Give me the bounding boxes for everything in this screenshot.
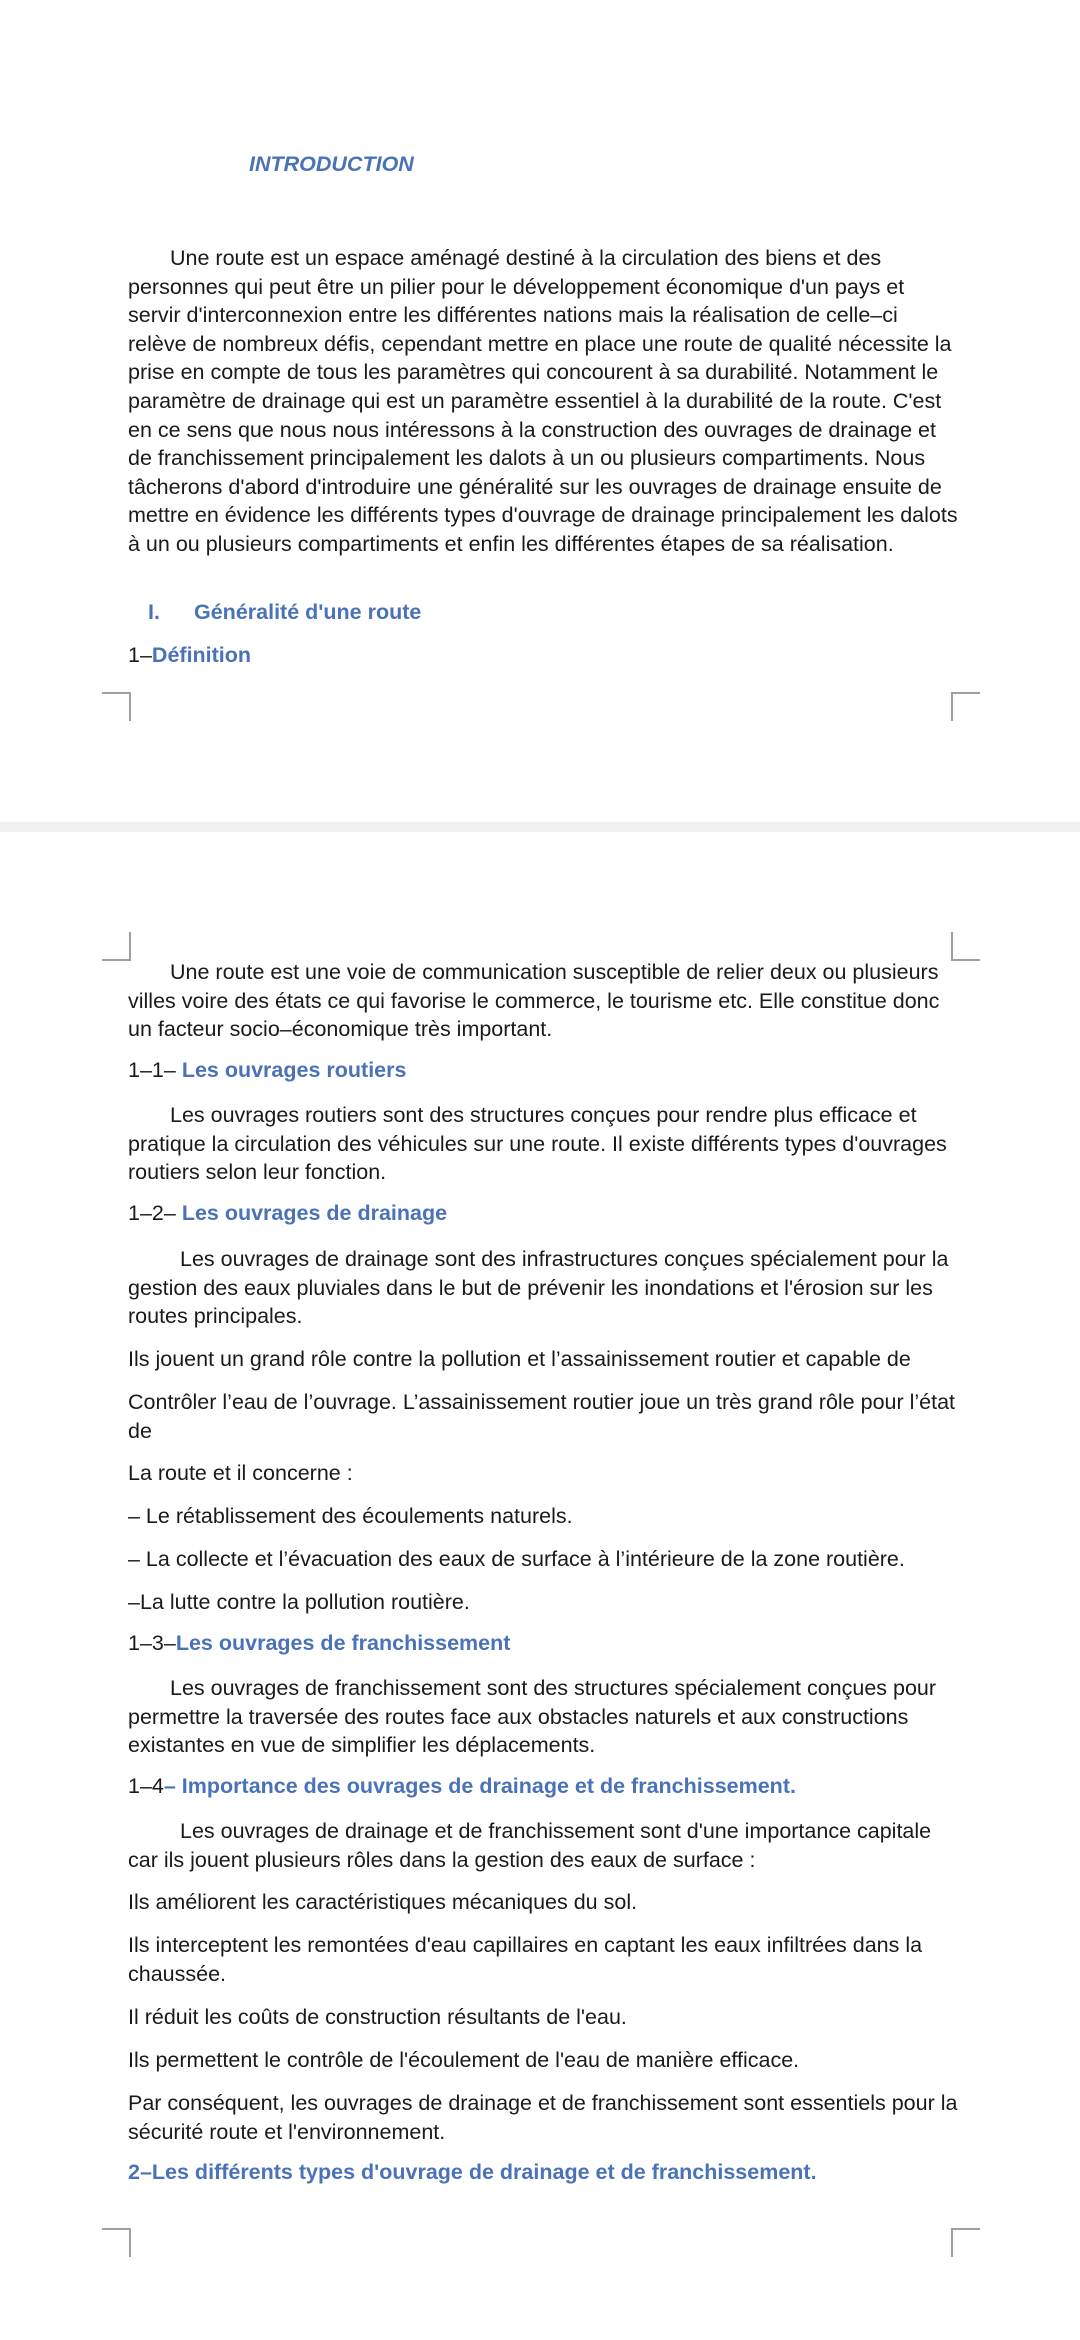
list-item: Ils interceptent les remontées d'eau capillaires en captant les eaux infiltrées dans la chaussée.: [128, 1933, 923, 1986]
margin-corner-mark: [102, 692, 131, 721]
paragraph-1-1: Les ouvrages routiers sont des structures conçues pour rendre plus efficace et pratique la circulation des véhicules sur une route. Il existe différents types d'ouvrages routiers selon leur fonction.: [128, 1103, 947, 1185]
paragraph-1-4: Les ouvrages de drainage et de franchissement sont d'une importance capitale car ils jouent plusieurs rôles dans la gestion des eaux de surface :: [128, 1819, 932, 1872]
document-page-1: [0, 0, 1080, 822]
section-heading-I: [148, 600, 421, 625]
paragraph-1-2-line: Ils jouent un grand rôle contre la pollution et l’assainissement routier et capable de: [128, 1347, 911, 1371]
list-item: – La collecte et l’évacuation des eaux de surface à l’intérieure de la zone routière.: [128, 1547, 905, 1571]
definition-paragraph: Une route est une voie de communication susceptible de relier deux ou plusieurs villes voire des états ce qui favorise le commerce, le tourisme etc. Elle constitue donc un facteur socio–économique très important.: [128, 960, 940, 1042]
list-item: Il réduit les coûts de construction résultants de l'eau.: [128, 2005, 627, 2029]
list-item: Ils améliorent les caractéristiques mécaniques du sol.: [128, 1890, 638, 1914]
heading-title: Définition: [151, 643, 252, 667]
section-title: Généralité d'une route: [194, 600, 422, 624]
paragraph-1-2-line: Contrôler l’eau de l’ouvrage. L’assainissement routier joue un très grand rôle pour l’état de: [128, 1390, 956, 1443]
heading-1-1: [128, 1058, 406, 1083]
margin-corner-mark: [951, 932, 980, 961]
document-page-2: [0, 832, 1080, 2340]
paragraph-1-2-line: La route et il concerne :: [128, 1461, 353, 1485]
margin-corner-mark: [951, 692, 980, 721]
paragraph-1-2: Les ouvrages de drainage sont des infrastructures conçues spécialement pour la gestion des eaux pluviales dans le but de prévenir les inondations et l'érosion sur les routes principales.: [128, 1247, 949, 1329]
paragraph-1-3: Les ouvrages de franchissement sont des structures spécialement conçues pour permettre la traversée des routes face aux obstacles naturels et aux constructions existantes en vue de simplifier les déplacements.: [128, 1676, 937, 1758]
heading-prefix: 1–: [128, 643, 152, 667]
heading-title: Les ouvrages de franchissement: [175, 1631, 511, 1655]
list-item: – Le rétablissement des écoulements naturels.: [128, 1504, 573, 1528]
margin-corner-mark: [951, 2228, 980, 2257]
list-item: Ils permettent le contrôle de l'écoulement de l'eau de manière efficace.: [128, 2048, 800, 2072]
heading-1-2: [128, 1201, 447, 1226]
heading-2: 2–Les différents types d'ouvrage de drainage et de franchissement.: [128, 2160, 817, 2184]
heading-prefix: 1–3–: [128, 1631, 176, 1655]
list-item: –La lutte contre la pollution routière.: [128, 1590, 470, 1614]
section-number: I.: [148, 600, 160, 624]
page-separator: [0, 822, 1080, 832]
heading-title: Les ouvrages de drainage: [181, 1201, 448, 1225]
intro-paragraph: Une route est un espace aménagé destiné à la circulation des biens et des personnes qui peut être un pilier pour le développement économique d'un pays et servir d'interconnexion entre les différentes nations mais la réalisation de celle–ci relève de nombreux défis, cependant mettre en place une route de qualité nécessite la prise en compte de tous les paramètres qui concourent à sa durabilité. Notamment le paramètre de drainage qui est un paramètre essentiel à la durabilité de la route. C'est en ce sens que nous nous intéressons à la construction des ouvrages de drainage et de franchissement principalement les dalots à un ou plusieurs compartiments. Nous tâcherons d'abord d'introduire une généralité sur les ouvrages de drainage ensuite de mettre en évidence les différents types d'ouvrage de drainage principalement les dalots à un ou plusieurs compartiments et enfin les différentes étapes de sa réalisation.: [128, 246, 958, 556]
margin-corner-mark: [102, 2228, 131, 2257]
heading-prefix: 1–4: [128, 1774, 164, 1798]
heading-suffix: .: [789, 1774, 796, 1798]
heading-prefix: 1–2–: [128, 1201, 182, 1225]
heading-title: Les ouvrages routiers: [181, 1058, 407, 1082]
heading-prefix: 1–1–: [128, 1058, 182, 1082]
page-title: INTRODUCTION: [249, 152, 414, 176]
heading-1-4: [128, 1774, 796, 1799]
heading-1-3: [128, 1631, 510, 1656]
list-item: Par conséquent, les ouvrages de drainage et de franchissement sont essentiels pour la sécurité route et l'environnement.: [128, 2091, 958, 2144]
heading-definition: [128, 643, 251, 668]
margin-corner-mark: [102, 932, 131, 961]
heading-title: – Importance des ouvrages de drainage et de franchissement: [163, 1774, 790, 1798]
